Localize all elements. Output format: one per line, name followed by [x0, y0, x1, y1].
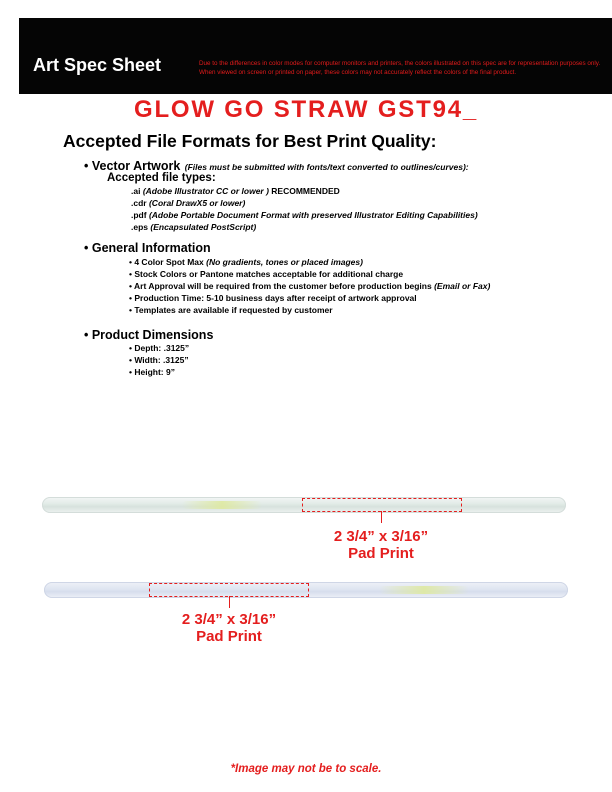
straw-glow	[379, 586, 469, 594]
vector-artwork-note: (Files must be submitted with fonts/text converted to outlines/curves):	[184, 162, 469, 172]
imprint-area-bottom	[149, 583, 309, 597]
list-item: • 4 Color Spot Max (No gradients, tones or placed images)	[129, 257, 363, 267]
straw-glow	[182, 501, 262, 509]
dimension-depth: • Depth: .3125”	[129, 343, 190, 353]
file-type-item: .eps (Encapsulated PostScript)	[131, 222, 257, 232]
file-type-item: .cdr (Coral DrawX5 or lower)	[131, 198, 246, 208]
imprint-size: 2 3/4” x 3/16”	[333, 528, 429, 545]
imprint-size: 2 3/4” x 3/16”	[181, 611, 277, 628]
product-title: GLOW GO STRAW GST94_	[133, 96, 479, 123]
list-item: • Production Time: 5-10 business days after receipt of artwork approval	[129, 293, 417, 303]
header-title: Art Spec Sheet	[33, 55, 162, 75]
file-types-subheading: Accepted file types:	[107, 172, 216, 184]
imprint-leader-bottom	[229, 596, 230, 608]
file-type-item: .pdf (Adobe Portable Document Format with preserved Illustrator Editing Capabilities)	[131, 210, 478, 220]
header-banner	[19, 18, 612, 94]
formats-heading: Accepted File Formats for Best Print Quality:	[63, 131, 437, 151]
dimension-width: • Width: .3125”	[129, 355, 189, 365]
imprint-method: Pad Print	[348, 545, 414, 562]
list-item: • Stock Colors or Pantone matches acceptable for additional charge	[129, 269, 404, 279]
dimension-height: • Height: 9”	[129, 367, 175, 377]
color-disclaimer: Due to the differences in color modes for computer monitors and printers, the colors illustrated on this spec are for representation purposes only. When viewed on screen or printed on paper, these colors may not accurately reflect the colors of the final product.	[199, 60, 601, 76]
scale-disclaimer: *Image may not be to scale.	[230, 763, 382, 775]
imprint-area-top	[302, 498, 462, 512]
imprint-leader-top	[381, 511, 382, 523]
file-type-item: .ai (Adobe Illustrator CC or lower ) RECOMMENDED	[131, 186, 340, 196]
vector-artwork-title: • Vector Artwork	[84, 159, 181, 173]
list-item: • Templates are available if requested by customer	[129, 305, 333, 315]
general-info-heading: • General Information	[84, 241, 211, 255]
file-types-list	[131, 185, 478, 233]
general-info-list	[129, 256, 490, 316]
imprint-callout-top	[311, 528, 451, 562]
imprint-callout-bottom	[159, 611, 299, 645]
list-item: • Art Approval will be required from the customer before production begins (Email or Fax)	[129, 281, 491, 291]
dimensions-list	[129, 342, 189, 378]
dimensions-heading: • Product Dimensions	[84, 328, 214, 342]
imprint-method: Pad Print	[196, 628, 262, 645]
